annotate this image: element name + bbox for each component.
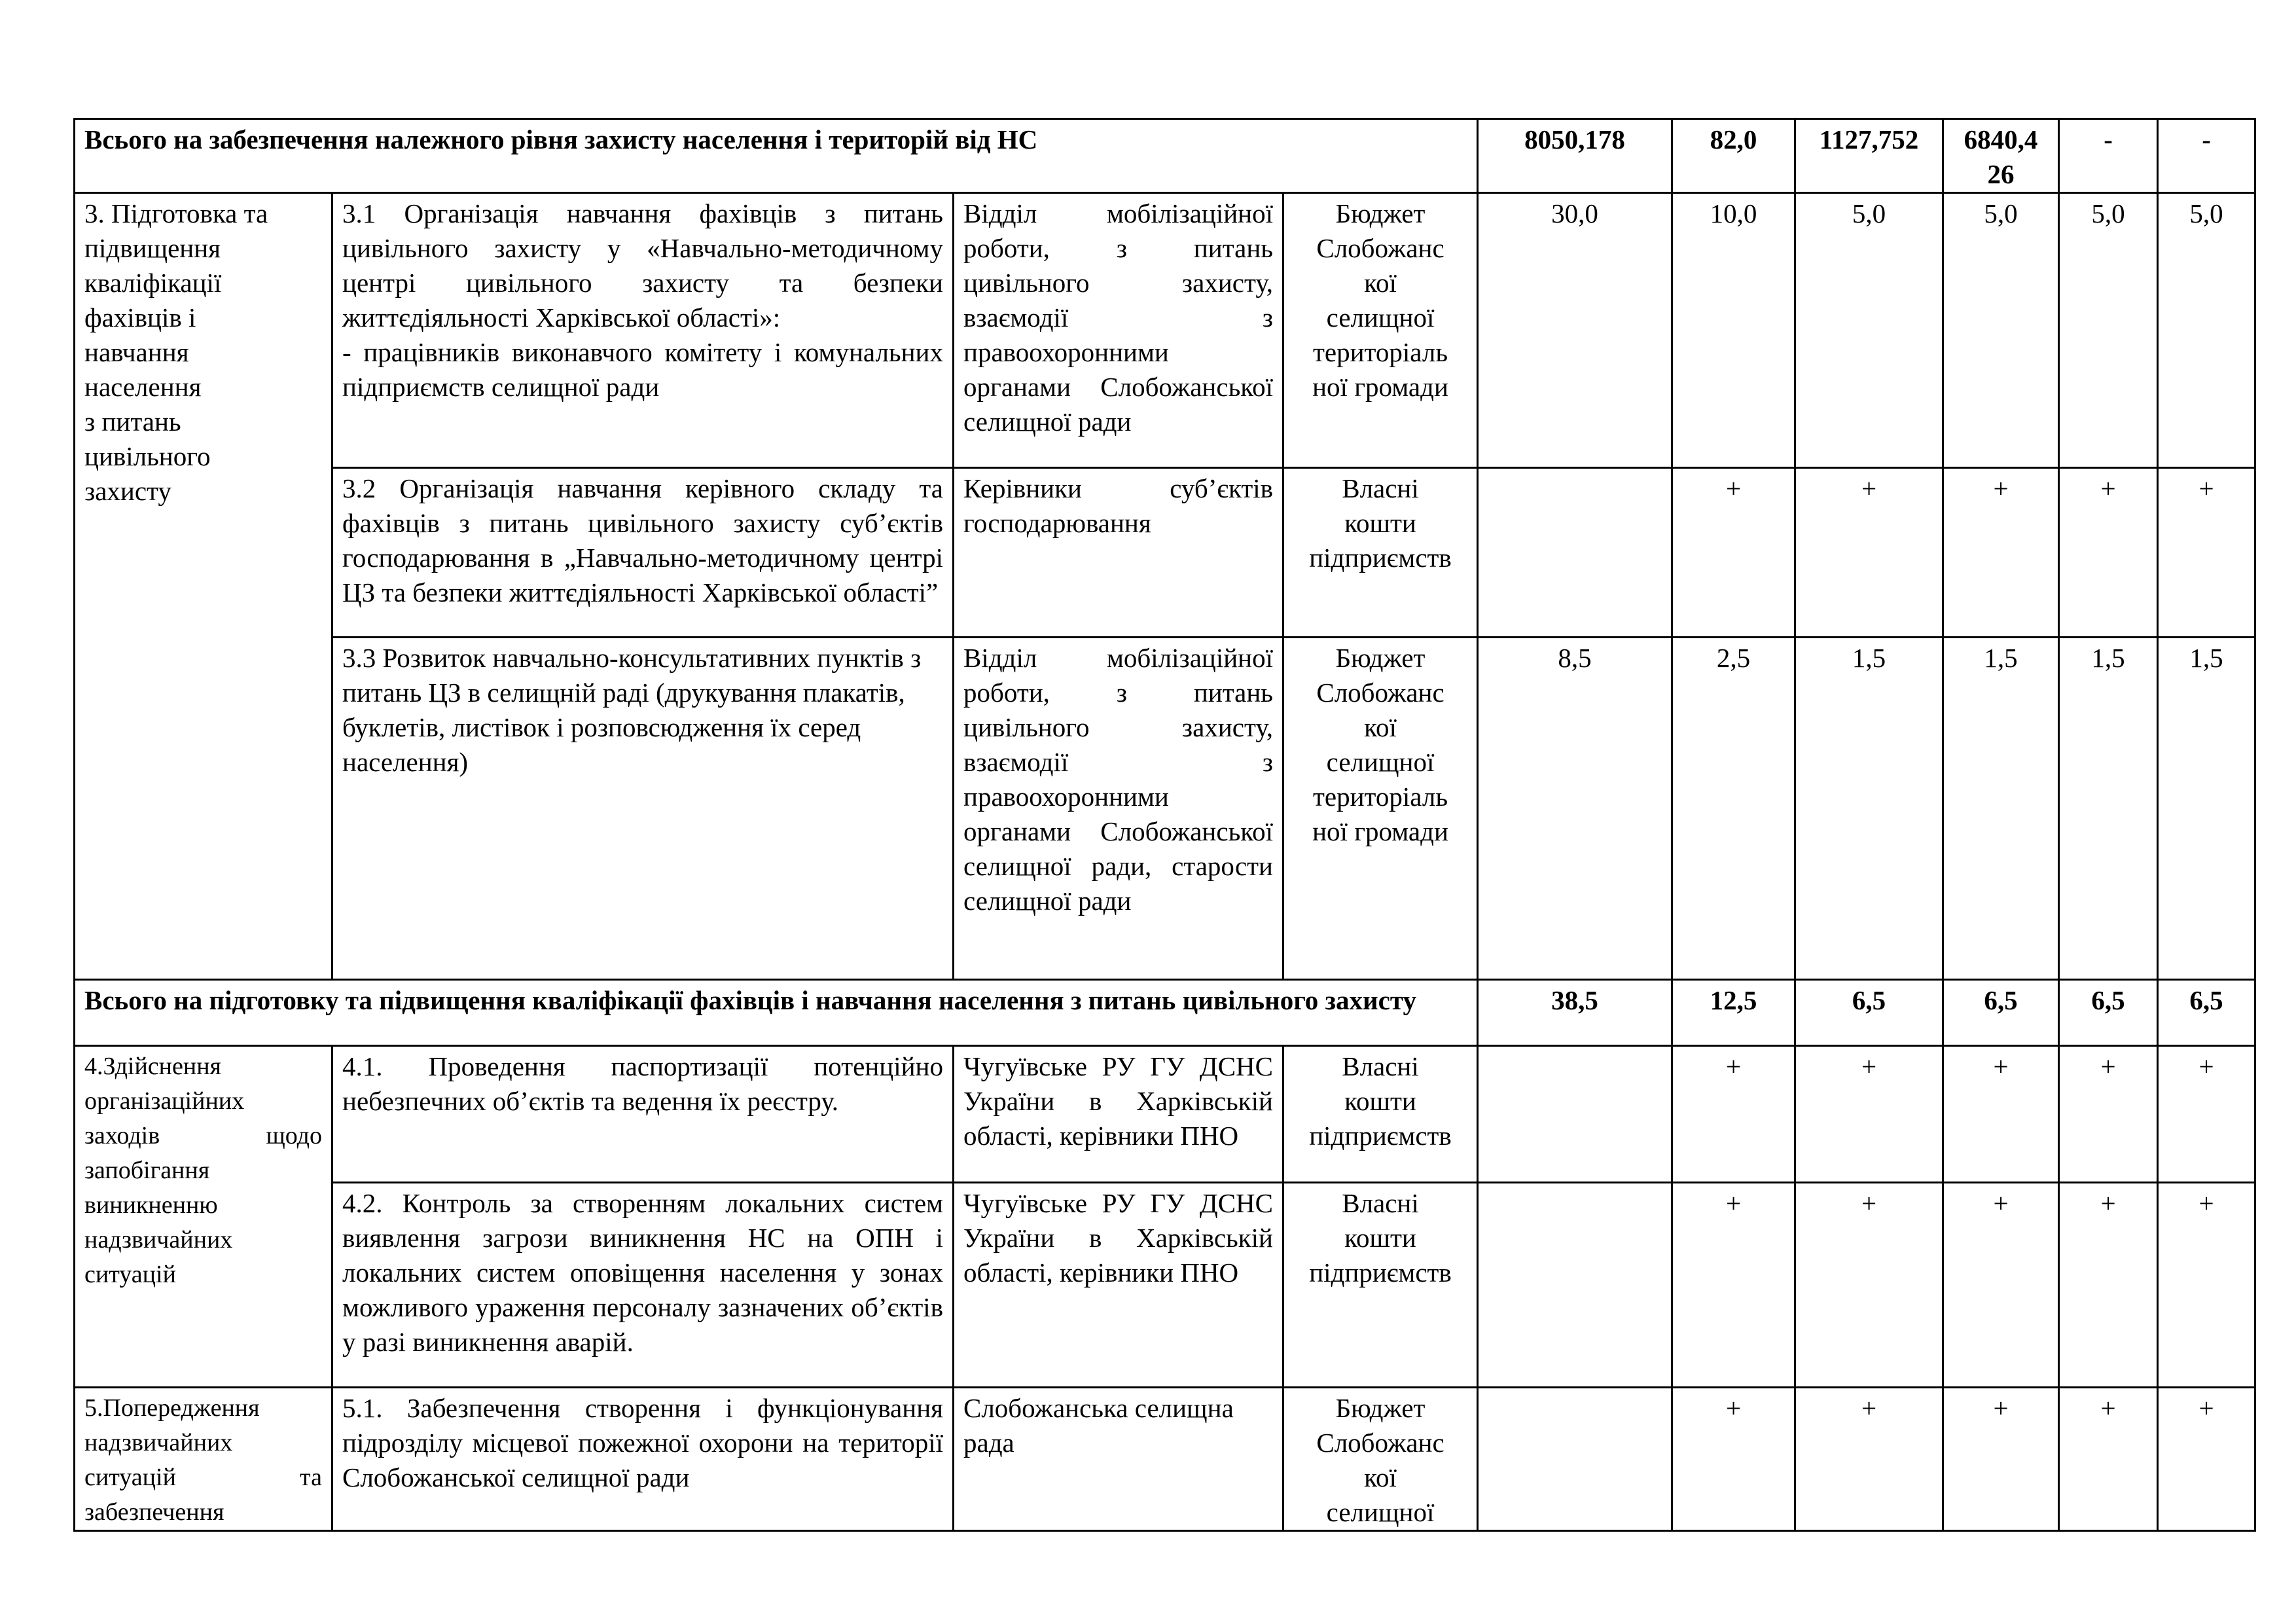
value-cell: 5,0 — [2059, 193, 2158, 468]
total-value: 38,5 — [1478, 980, 1672, 1046]
total-value: 12,5 — [1672, 980, 1795, 1046]
value-cell: 1,5 — [1943, 638, 2059, 980]
total-value: - — [2059, 119, 2158, 193]
value-cell: + — [2059, 1183, 2158, 1388]
value-cell — [1478, 1388, 1672, 1531]
value-cell: + — [2158, 1388, 2255, 1531]
value-cell: 30,0 — [1478, 193, 1672, 468]
value-cell: 5,0 — [1795, 193, 1943, 468]
value-cell: 5,0 — [2158, 193, 2255, 468]
value-cell: 5,0 — [1943, 193, 2059, 468]
value-cell: + — [1795, 468, 1943, 638]
value-cell: + — [2158, 1183, 2255, 1388]
value-cell — [1478, 468, 1672, 638]
section-title: 4.Здійснення організаційних заходів щодо запобігання виникненню надзвичайних ситуацій — [75, 1046, 332, 1388]
value-cell: 2,5 — [1672, 638, 1795, 980]
source-cell: Власні кошти підприємств — [1283, 468, 1478, 638]
value-cell: + — [1795, 1183, 1943, 1388]
total-value: 6,5 — [2158, 980, 2255, 1046]
value-cell: 1,5 — [2059, 638, 2158, 980]
value-cell: + — [2059, 468, 2158, 638]
executor-cell: Слобожанська селищна рада — [954, 1388, 1283, 1531]
value-cell: + — [2158, 468, 2255, 638]
total-row-protection — [75, 119, 2255, 193]
task-cell: 3.3 Розвиток навчально-консультативних пунктів з питань ЦЗ в селищній раді (друкування плакатів, буклетів, листівок і розповсюдження їх серед населення) — [332, 638, 954, 980]
source-cell: Бюджет Слобожанс кої селищної — [1283, 1388, 1478, 1531]
value-cell: + — [1943, 1046, 2059, 1183]
total-value: 82,0 — [1672, 119, 1795, 193]
table-row — [75, 1183, 2255, 1388]
table-row — [75, 468, 2255, 638]
value-cell — [1478, 1046, 1672, 1183]
task-cell: 4.2. Контроль за створенням локальних систем виявлення загрози виникнення НС на ОПН і локальних систем оповіщення населення у зонах можливого ураження персоналу зазначених об’єктів у разі виникнення аварій. — [332, 1183, 954, 1388]
value-cell: + — [1672, 468, 1795, 638]
total-label: Всього на забезпечення належного рівня захисту населення і територій від НС — [75, 119, 1478, 193]
executor-cell: Відділ мобілізаційної роботи, з питань цивільного захисту, взаємодії з правоохоронними органами Слобожанської селищної ради, старости селищної ради — [954, 638, 1283, 980]
task-cell: 3.1 Організація навчання фахівців з питань цивільного захисту у «Навчально-методичному центрі цивільного захисту та безпеки життєдіяльності Харківської області»: - працівників виконавчого комітету і комунальних підприємств селищної ради — [332, 193, 954, 468]
value-cell: + — [1795, 1046, 1943, 1183]
total-value: 6,5 — [1795, 980, 1943, 1046]
task-cell: 3.2 Організація навчання керівного складу та фахівців з питань цивільного захисту суб’єктів господарювання в „Навчально-методичному центрі ЦЗ та безпеки життєдіяльності Харківської області” — [332, 468, 954, 638]
total-value: 6,5 — [2059, 980, 2158, 1046]
total-value: 6840,4 26 — [1943, 119, 2059, 193]
executor-cell: Чугуївське РУ ГУ ДСНС України в Харківській області, керівники ПНО — [954, 1183, 1283, 1388]
table-row — [75, 1388, 2255, 1531]
section-title: 5.Попередження надзвичайних ситуацій та забезпечення — [75, 1388, 332, 1531]
source-cell: Власні кошти підприємств — [1283, 1183, 1478, 1388]
value-cell: 10,0 — [1672, 193, 1795, 468]
total-row-training — [75, 980, 2255, 1046]
value-cell: 8,5 — [1478, 638, 1672, 980]
table-row — [75, 1046, 2255, 1183]
value-cell: + — [2158, 1046, 2255, 1183]
executor-cell: Керівники суб’єктів господарювання — [954, 468, 1283, 638]
value-cell: + — [2059, 1388, 2158, 1531]
table-row — [75, 638, 2255, 980]
task-cell: 5.1. Забезпечення створення і функціонування підрозділу місцевої пожежної охорони на території Слобожанської селищної ради — [332, 1388, 954, 1531]
total-value: - — [2158, 119, 2255, 193]
source-cell: Бюджет Слобожанс кої селищної територіаль ної громади — [1283, 193, 1478, 468]
value-cell: 1,5 — [1795, 638, 1943, 980]
table-row — [75, 193, 2255, 468]
value-cell: + — [2059, 1046, 2158, 1183]
source-cell: Власні кошти підприємств — [1283, 1046, 1478, 1183]
value-cell: + — [1672, 1388, 1795, 1531]
executor-cell: Відділ мобілізаційної роботи, з питань цивільного захисту, взаємодії з правоохоронними органами Слобожанської селищної ради — [954, 193, 1283, 468]
value-cell: + — [1672, 1046, 1795, 1183]
total-value: 6,5 — [1943, 980, 2059, 1046]
total-label: Всього на підготовку та підвищення кваліфікації фахівців і навчання населення з питань цивільного захисту — [75, 980, 1478, 1046]
value-cell: 1,5 — [2158, 638, 2255, 980]
value-cell: + — [1795, 1388, 1943, 1531]
value-cell: + — [1943, 1183, 2059, 1388]
value-cell: + — [1943, 468, 2059, 638]
program-measures-table — [73, 118, 2256, 1532]
total-value: 1127,752 — [1795, 119, 1943, 193]
value-cell: + — [1943, 1388, 2059, 1531]
section-title: 3. Підготовка та підвищення кваліфікації фахівців і навчання населення з питань цивільного захисту — [75, 193, 332, 980]
source-cell: Бюджет Слобожанс кої селищної територіаль ної громади — [1283, 638, 1478, 980]
total-value: 8050,178 — [1478, 119, 1672, 193]
task-cell: 4.1. Проведення паспортизації потенційно небезпечних об’єктів та ведення їх реєстру. — [332, 1046, 954, 1183]
executor-cell: Чугуївське РУ ГУ ДСНС України в Харківській області, керівники ПНО — [954, 1046, 1283, 1183]
value-cell — [1478, 1183, 1672, 1388]
value-cell: + — [1672, 1183, 1795, 1388]
